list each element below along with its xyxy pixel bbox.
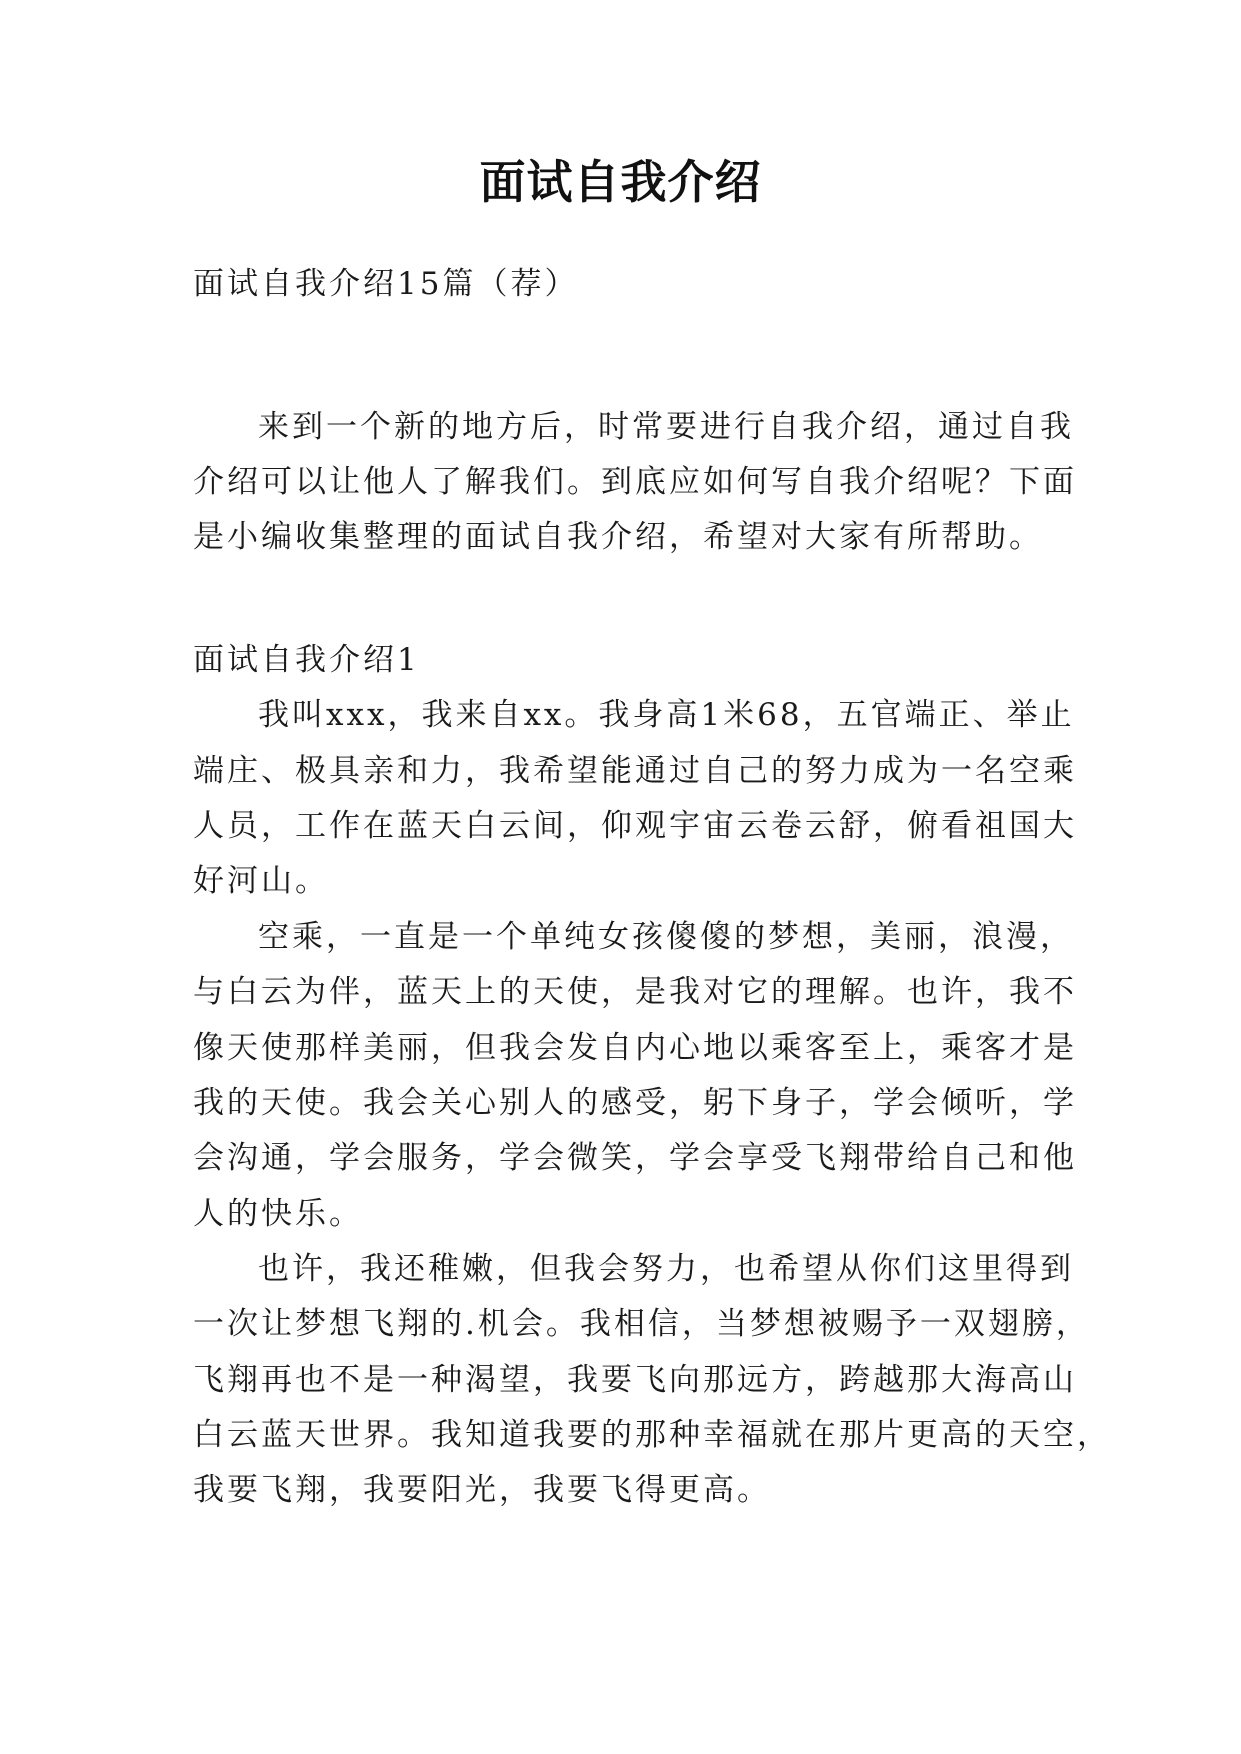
paragraph3-line-5: 我要飞翔，我要阳光，我要飞得更高。 [193,1472,771,1508]
paragraph1-line-1: 我叫xxx，我来自xx。我身高1米68，五官端正、举止 [258,697,1075,733]
intro-line-2: 介绍可以让他人了解我们。到底应如何写自我介绍呢？下面 [193,464,1077,500]
paragraph1-line-4: 好河山。 [193,863,329,899]
paragraph2-line-6: 人的快乐。 [193,1196,363,1232]
paragraph3-line-1: 也许，我还稚嫩，但我会努力，也希望从你们这里得到 [258,1251,1074,1287]
document-title: 面试自我介绍 [479,155,762,209]
paragraph2-line-5: 会沟通，学会服务，学会微笑，学会享受飞翔带给自己和他 [193,1140,1077,1176]
paragraph2-line-2: 与白云为伴，蓝天上的天使，是我对它的理解。也许，我不 [193,974,1077,1010]
intro-line-3: 是小编收集整理的面试自我介绍，希望对大家有所帮助。 [193,519,1043,555]
paragraph1-line-2: 端庄、极具亲和力，我希望能通过自己的努力成为一名空乘 [193,753,1077,789]
paragraph2-line-4: 我的天使。我会关心别人的感受，躬下身子，学会倾听，学 [193,1085,1077,1121]
paragraph3-line-3: 飞翔再也不是一种渴望，我要飞向那远方，跨越那大海高山 [193,1362,1077,1398]
paragraph1-line-3: 人员，工作在蓝天白云间，仰观宇宙云卷云舒，俯看祖国大 [193,808,1077,844]
paragraph2-line-1: 空乘，一直是一个单纯女孩傻傻的梦想，美丽，浪漫， [258,919,1074,955]
document-subtitle: 面试自我介绍15篇（荐） [193,266,579,302]
paragraph3-line-2: 一次让梦想飞翔的.机会。我相信，当梦想被赐予一双翅膀， [193,1306,1090,1342]
paragraph3-line-4: 白云蓝天世界。我知道我要的那种幸福就在那片更高的天空， [193,1417,1111,1453]
intro-line-1: 来到一个新的地方后，时常要进行自我介绍，通过自我 [258,409,1074,445]
paragraph2-line-3: 像天使那样美丽，但我会发自内心地以乘客至上，乘客才是 [193,1030,1077,1066]
section-heading: 面试自我介绍1 [193,642,420,678]
